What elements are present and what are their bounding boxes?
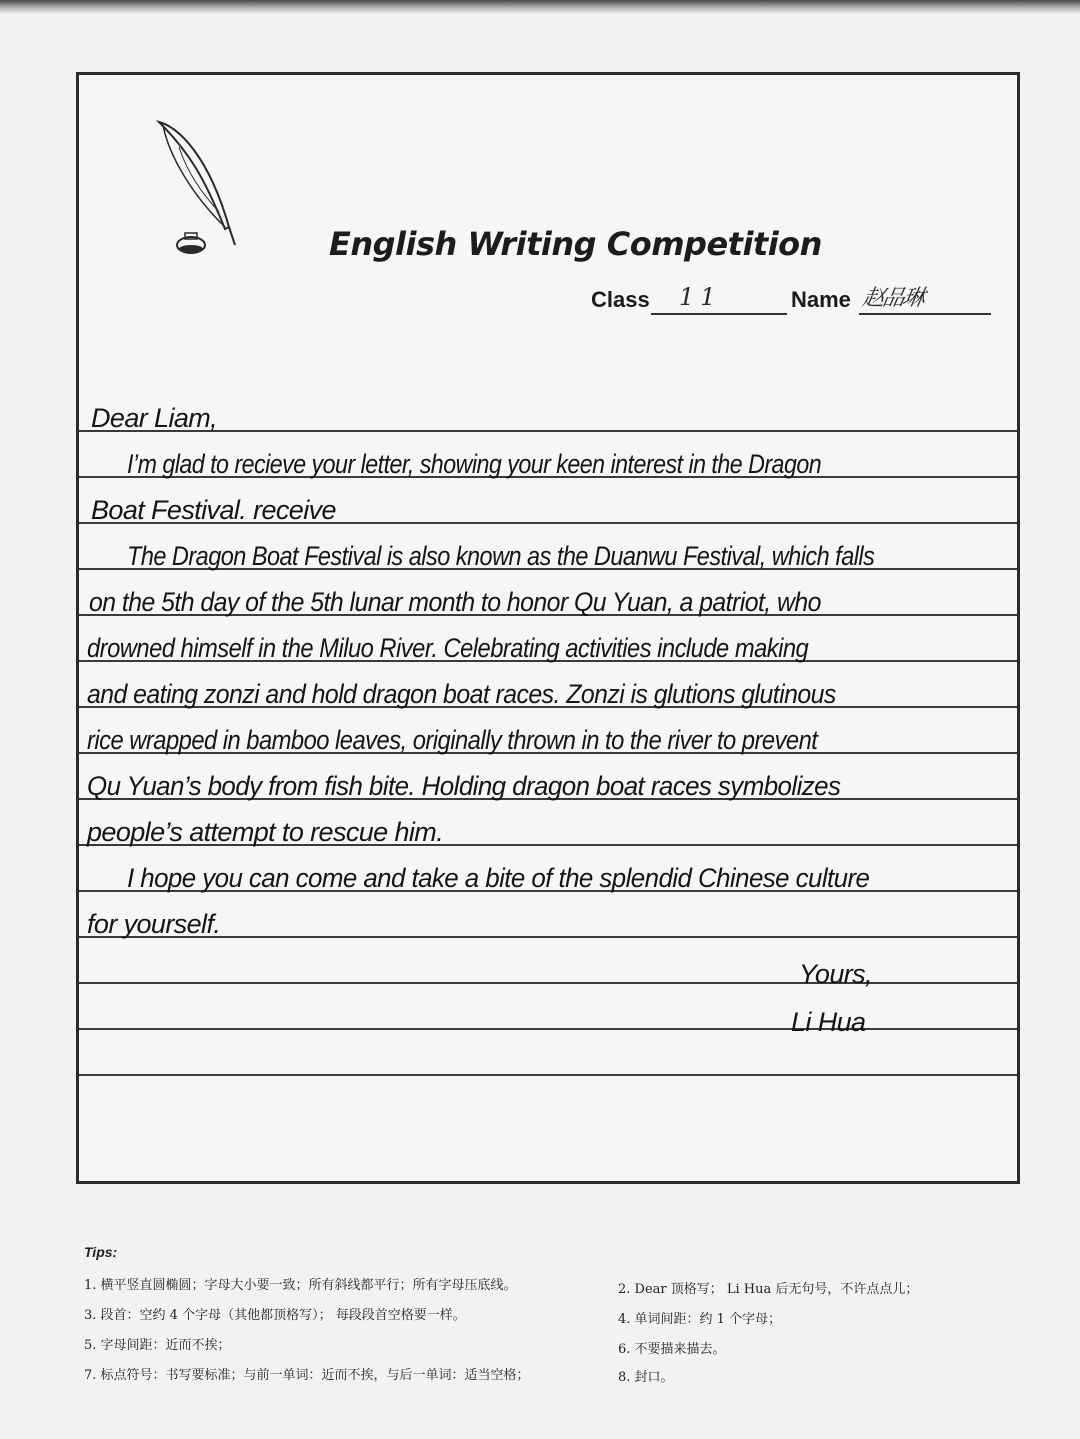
tip-item: 5. 字母间距：近而不挨； [84,1338,231,1353]
class-value: 11 [679,283,722,311]
letter-line: and eating zonzi and hold dragon boat races. Zonzi is glutions glutinous [87,679,836,709]
photo-top-edge [0,0,1080,14]
ruled-line [79,1028,1017,1030]
letter-line: Qu Yuan’s body from fish bite. Holding dragon boat races symbolizes [87,771,841,801]
letter-salutation: Dear Liam, [91,403,218,433]
letter-line: The Dragon Boat Festival is also known as the Duanwu Festival, which falls [127,541,875,571]
tip-item: 2. Dear 顶格写； Li Hua 后无句号，不许点点儿； [618,1282,919,1297]
letter-line: I hope you can come and take a bite of the splendid Chinese culture [127,863,870,893]
tip-item: 4. 单词间距：约 1 个字母； [618,1312,782,1327]
name-value: 赵品琳 [860,286,925,311]
class-label: Class [591,287,650,312]
tip-item: 8. 封口。 [618,1370,674,1385]
letter-closing: Yours, [799,959,872,989]
letter-line: rice wrapped in bamboo leaves, originally thrown in to the river to prevent [87,725,818,755]
tip-item: 7. 标点符号：书写要标准；与前一单词：近而不挨，与后一单词：适当空格； [84,1368,530,1383]
tip-item: 1. 横平竖直圆椭圆；字母大小要一致；所有斜线都平行；所有字母压底线。 [84,1278,517,1293]
name-blank-line [859,313,991,315]
letter-signature: Li Hua [791,1007,866,1037]
quill-pen-icon [149,117,249,267]
tip-item: 6. 不要描来描去。 [618,1342,726,1357]
tips-title: Tips: [84,1244,118,1260]
letter-line: people’s attempt to rescue him. [87,817,444,847]
letter-line: Boat Festival. receive [91,495,336,525]
tip-item: 3. 段首：空约 4 个字母（其他都顶格写）； 每段段首空格要一样。 [84,1308,466,1323]
ruled-line [79,982,1017,984]
sheet-title: English Writing Competition [329,225,822,263]
writing-sheet-frame [76,72,1020,1184]
class-blank-line [651,313,787,315]
ruled-line [79,1074,1017,1076]
ruled-line [79,430,1017,432]
letter-line: I’m glad to recieve your letter, showing your keen interest in the Dragon [127,449,822,479]
name-label: Name [791,287,851,312]
letter-line: drowned himself in the Miluo River. Celebrating activities include making [87,633,809,663]
letter-line: for yourself. [87,909,221,939]
letter-line: on the 5th day of the 5th lunar month to honor Qu Yuan, a patriot, who [89,587,821,617]
